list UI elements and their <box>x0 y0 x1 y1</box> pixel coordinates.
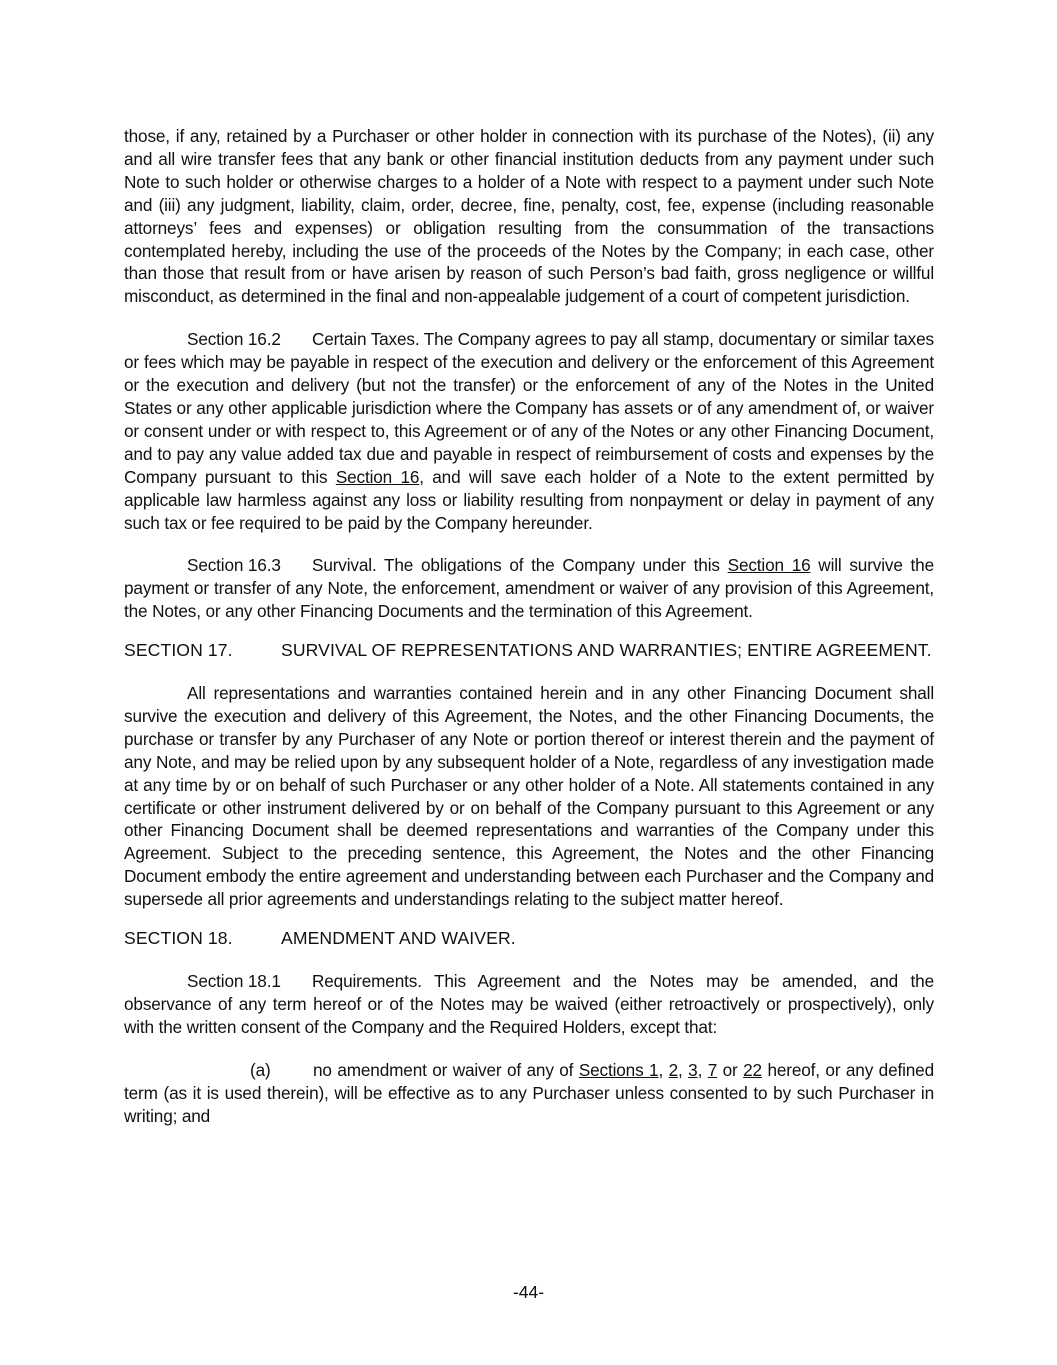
separator: or <box>717 1059 744 1080</box>
section-16-3-number: Section 16.3 <box>187 555 281 576</box>
section-16-3-text-b: will survive the payment or transfer of any Note, the enforcement, amendment or waiver of any provision of this Agreement, the Notes, or any other Financing Documents and the termination of this Agreement. <box>124 555 934 622</box>
section-18-1-title: Requirements <box>312 971 418 991</box>
section-16-3-text-a: . The obligations of the Company under this <box>371 555 728 576</box>
continued-paragraph: those, if any, retained by a Purchaser or other holder in connection with its purchase of the Notes), (ii) any and all wire transfer fees that any bank or other financial institution deducts from any payment under such Note to such holder or otherwise charges to a holder of a Note with respect to a payment under such Note and (iii) any judgment, liability, claim, order, decree, fine, penalty, cost, fee, expense (including reasonable attorneys’ fees and expenses) or obligation resulting from the consummation of the transactions contemplated hereby, including the use of the proceeds of the Notes by the Company; in each case, other than those that result from or have arisen by reason of such Person’s bad faith, gross negligence or willful misconduct, as determined in the final and non-appealable judgement of a court of competent jurisdiction. <box>124 126 934 307</box>
section-16-2-title: Certain Taxes <box>312 329 415 350</box>
page-number: -44- <box>512 1282 545 1302</box>
section-18-number: SECTION 18. <box>124 928 233 949</box>
separator: , <box>678 1059 689 1080</box>
section-22-link[interactable]: 22 <box>743 1059 762 1080</box>
section-16-2-number: Section 16.2 <box>187 329 281 350</box>
section-2-link[interactable]: 2 <box>668 1059 679 1080</box>
section-16-2-paragraph <box>124 328 934 534</box>
sections-1-link[interactable]: Sections 1 <box>578 1059 659 1080</box>
separator: , <box>658 1059 669 1080</box>
clause-a-text-a: no amendment or waiver of any of <box>313 1059 579 1080</box>
document-page <box>124 125 934 1127</box>
section-3-link[interactable]: 3 <box>688 1059 698 1080</box>
section-16-2-text-b: , and will save each holder of a Note to the extent permitted by applicable law harmless against any loss or liability resulting from nonpayment or delay in payment of any such tax or fee required to be paid by the Company hereunder. <box>124 466 934 533</box>
section-16-cross-reference-link[interactable]: Section 16 <box>727 555 811 576</box>
section-16-2-text-a: . The Company agrees to pay all stamp, documentary or similar taxes or fees which may be payable in respect of the execution and delivery or the enforcement of this Agreement or the execution and delivery (but not the transfer) or the enforcement of any of the Notes in the United States or any other applicable jurisdiction where the Company has assets or of any amendment of, or waiver or consent under or with respect to, this Agreement or of any of the Notes or any other Financing Document, and to pay any value added tax due and payable in respect of reimbursement of costs and expenses by the Company pursuant to this <box>124 329 934 487</box>
section-17-body: All representations and warranties contained herein and in any other Financing Document shall survive the execution and delivery of this Agreement, the Notes, and the other Financing Documents, the purchase or transfer by any Purchaser of any Note or portion thereof or interest therein and the payment of any Note, and may be relied upon by any subsequent holder of a Note, regardless of any investigation made at any time by or on behalf of such Purchaser or any other holder of a Note. All statements contained in any certificate or other instrument delivered by or on behalf of the Company pursuant to this Agreement or any other Financing Document shall be deemed representations and warranties of the Company under this Agreement. Subject to the preceding sentence, this Agreement, the Notes and the other Financing Document embody the entire agreement and understanding between each Purchaser and the Company and supersede all prior agreements and understandings relating to the subject matter hereof. <box>124 683 934 910</box>
section-18-1-text: . This Agreement and the Notes may be amended, and the observance of any term hereof or of the Notes may be waived (either retroactively or prospectively), only with the written consent of the Company and the Required Holders, except that: <box>124 971 934 1037</box>
section-16-cross-reference-link[interactable]: Section 16 <box>335 466 420 487</box>
section-17-number: SECTION 17. <box>124 640 233 661</box>
clause-a-label: (a) <box>250 1059 271 1080</box>
section-18-1-paragraph <box>124 970 934 1039</box>
separator: , <box>697 1059 708 1080</box>
section-17-title: SURVIVAL OF REPRESENTATIONS AND WARRANTIES; ENTIRE AGREEMENT. <box>281 640 932 661</box>
section-7-link[interactable]: 7 <box>707 1059 718 1080</box>
section-18-1-number: Section 18.1 <box>187 971 281 991</box>
section-16-3-paragraph <box>124 554 934 623</box>
section-18-title: AMENDMENT AND WAIVER. <box>281 928 516 949</box>
section-18-heading <box>124 927 934 950</box>
section-18-1-a-paragraph <box>124 1059 934 1128</box>
clause-a-text-b: hereof, or any defined term (as it is used therein), will be effective as to any Purchaser unless consented to by such Purchaser in writing; and <box>124 1059 934 1126</box>
section-17-heading <box>124 639 934 662</box>
section-16-3-title: Survival <box>312 555 372 576</box>
